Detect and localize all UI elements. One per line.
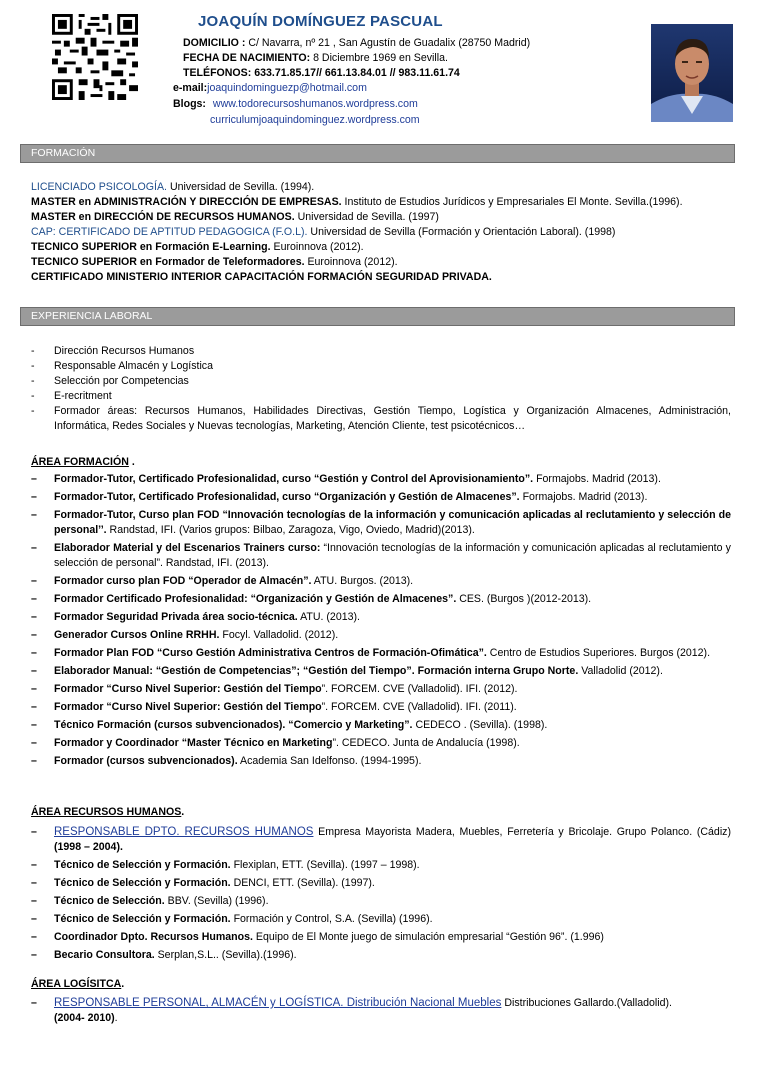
training-item	[31, 664, 731, 679]
training-item	[31, 541, 731, 571]
training-item-detail: ”. FORCEM. CVE (Valladolid). IFI. (2012).	[321, 683, 518, 695]
formacion-item-title: MASTER en DIRECCIÓN DE RECURSOS HUMANOS.	[31, 211, 295, 223]
training-item-title: Formador “Curso Nivel Superior: Gestión del Tiempo	[54, 701, 322, 713]
rrhh-lead-item	[31, 825, 731, 855]
birthdate-label: FECHA DE NACIMIENTO:	[183, 52, 311, 64]
formacion-item	[31, 255, 731, 270]
hr-item-detail: Serplan,S.L.. (Sevilla).(1996).	[154, 949, 297, 961]
training-item-detail: CEDECO . (Sevilla). (1998).	[412, 719, 548, 731]
training-item-title: Formador Certificado Profesionalidad: “Organización y Gestión de Almacenes”.	[54, 593, 457, 605]
formacion-item	[31, 225, 731, 240]
address-value: C/ Navarra, nº 21 , San Agustín de Guadalix (28750 Madrid)	[248, 37, 531, 49]
training-item-detail: ”. FORCEM. CVE (Valladolid). IFI. (2011).	[321, 701, 517, 713]
rrhh-lead-link[interactable]: RESPONSABLE DPTO. RECURSOS HUMANOS	[54, 826, 314, 838]
training-item-title: Formador-Tutor, Certificado Profesionalidad, curso “Gestión y Control del Aprovisionamiento”.	[54, 473, 534, 485]
training-item-title: Formador “Curso Nivel Superior: Gestión del Tiempo	[54, 683, 322, 695]
formacion-item-title: TECNICO SUPERIOR en Formación E-Learning.	[31, 241, 271, 253]
training-item-title: Técnico Formación (cursos subvencionados). “Comercio y Marketing”.	[54, 719, 413, 731]
phones-line	[183, 66, 460, 81]
training-item	[31, 700, 731, 715]
hr-item-detail: BBV. (Sevilla) (1996).	[164, 895, 269, 907]
hr-item	[31, 930, 731, 945]
training-item	[31, 718, 731, 733]
hr-item-detail: DENCI, ETT. (Sevilla). (1997).	[230, 877, 375, 889]
formacion-list	[31, 180, 731, 285]
hr-item-detail: Equipo de El Monte juego de simulación empresarial “Gestión 96”. (1.996)	[252, 931, 604, 943]
training-item-title: Elaborador Material y del Escenarios Trainers curso:	[54, 542, 321, 554]
experience-summary	[31, 344, 731, 434]
email-link[interactable]: joaquindominguezp@hotmail.com	[207, 82, 367, 94]
formacion-item-detail: Euroinnova (2012).	[270, 241, 364, 253]
formacion-item	[31, 270, 731, 285]
training-item-title: Formador Seguridad Privada área socio-técnica.	[54, 611, 298, 623]
formacion-item-detail: Universidad de Sevilla. (1997)	[294, 211, 439, 223]
area-formacion	[31, 455, 731, 772]
hr-item-detail: Formación y Control, S.A. (Sevilla) (1996).	[230, 913, 433, 925]
training-item-detail-2: Randstad, IFI. (2013).	[162, 557, 269, 569]
area-rrhh	[31, 805, 731, 966]
formacion-item-title: CERTIFICADO MINISTERIO INTERIOR CAPACITACIÓN FORMACIÓN SEGURIDAD PRIVADA.	[31, 271, 492, 283]
training-item-detail: Randstad, IFI. (Varios grupos: Bilbao, Zaragoza, Vigo, Oviedo, Madrid)(2013).	[106, 524, 475, 536]
email-line	[173, 81, 367, 96]
area-logistica-suffix: .	[121, 978, 125, 990]
blog-link-2[interactable]: curriculumjoaquindominguez.wordpress.com	[210, 114, 420, 126]
blogs-label: Blogs:	[173, 98, 206, 110]
training-item	[31, 472, 731, 487]
formacion-item	[31, 195, 731, 210]
training-item-detail: Academia San Idelfonso. (1994-1995).	[237, 755, 422, 767]
formacion-item-title: CAP: CERTIFICADO DE APTITUD PEDAGOGICA (F.O.L).	[31, 226, 308, 238]
training-item-detail: Valladolid (2012).	[578, 665, 663, 677]
birthdate-value: 8 Diciembre 1969 en Sevilla.	[313, 52, 448, 64]
rrhh-lead-text: Empresa Mayorista Madera, Muebles, Ferretería y Bricolaje. Grupo Polanco. (Cádiz)	[313, 826, 731, 838]
candidate-name: JOAQUÍN DOMÍNGUEZ PASCUAL	[198, 13, 443, 30]
training-item-title: Formador Plan FOD “Curso Gestión Administrativa Centros de Formación-Ofimática”.	[54, 647, 487, 659]
logistica-lead-text: Distribuciones Gallardo.(Valladolid).	[501, 997, 672, 1009]
experience-summary-item: - E-recritment	[31, 389, 731, 404]
logistica-lead-end: .	[114, 1012, 118, 1024]
training-item-title: Elaborador Manual: “Gestión de Competencias”; “Gestión del Tiempo”. Formación interna Grupo Norte.	[54, 665, 579, 677]
training-item	[31, 754, 731, 769]
experience-summary-item: - Formador áreas: Recursos Humanos, Habilidades Directivas, Gestión Tiempo, Logística y Organización Almacenes, Administración, Informática, Redes Sociales y Nuevas tecnologías, Marketing, Atención Cliente, test psicotécnicos…	[31, 404, 731, 434]
training-item-detail: ”. CEDECO. Junta de Andalucía (1998).	[332, 737, 520, 749]
training-item	[31, 490, 731, 505]
training-item	[31, 508, 731, 538]
hr-item-detail: Flexiplan, ETT. (Sevilla). (1997 – 1998).	[230, 859, 420, 871]
training-item	[31, 610, 731, 625]
rrhh-lead-years: (1998 – 2004).	[54, 841, 123, 853]
profile-photo	[651, 24, 733, 122]
qr-code	[52, 14, 138, 100]
training-item-title: Generador Cursos Online RRHH.	[54, 629, 220, 641]
hr-item-title: Técnico de Selección y Formación.	[54, 913, 231, 925]
address-label: DOMICILIO :	[183, 37, 246, 49]
area-logistica-title: ÁREA LOGÍSITCA	[31, 978, 122, 990]
logistica-lead-item	[31, 996, 731, 1026]
area-rrhh-title: ÁREA RECURSOS HUMANOS	[31, 806, 182, 818]
address-line	[183, 36, 530, 51]
training-item-title: Formador (cursos subvencionados).	[54, 755, 238, 767]
training-item	[31, 574, 731, 589]
training-item-detail: Centro de Estudios Superiores. Burgos (2012).	[486, 647, 711, 659]
area-logistica	[31, 977, 731, 1029]
hr-item	[31, 912, 731, 927]
hr-item	[31, 876, 731, 891]
logistica-lead-years: (2004- 2010)	[54, 1012, 115, 1024]
training-item-title: Formador-Tutor, Curso plan FOD “Innovación tecnologías de la información y comunicación aplicadas al reclutamiento y selección de personal’’.	[54, 509, 731, 536]
formacion-item-detail: Instituto de Estudios Jurídicos y Empresariales El Monte. Sevilla.(1996).	[341, 196, 683, 208]
training-item	[31, 682, 731, 697]
area-rrhh-suffix: .	[181, 806, 185, 818]
experience-summary-item: - Responsable Almacén y Logística	[31, 359, 731, 374]
training-item	[31, 646, 731, 661]
training-item	[31, 736, 731, 751]
formacion-item-detail: Universidad de Sevilla. (1994).	[167, 181, 315, 193]
hr-item	[31, 948, 731, 963]
hr-item-title: Técnico de Selección y Formación.	[54, 877, 231, 889]
training-item-title: Formador y Coordinador “Master Técnico en Marketing	[54, 737, 333, 749]
hr-item-title: Técnico de Selección.	[54, 895, 165, 907]
phones: TELÉFONOS: 633.71.85.17// 661.13.84.01 // 983.11.61.74	[183, 67, 460, 79]
training-item-detail: Formajobs. Madrid (2013).	[519, 491, 648, 503]
blog-link-1[interactable]: www.todorecursoshumanos.wordpress.com	[212, 98, 418, 110]
area-formacion-title: ÁREA FORMACIÓN	[31, 456, 129, 468]
section-bar-experiencia: EXPERIENCIA LABORAL	[20, 307, 735, 326]
hr-item	[31, 894, 731, 909]
training-item-title: Formador-Tutor, Certificado Profesionalidad, curso “Organización y Gestión de Almacenes”.	[54, 491, 520, 503]
training-item-detail: ATU. (2013).	[297, 611, 360, 623]
logistica-lead-link[interactable]: RESPONSABLE PERSONAL, ALMACÉN y LOGÍSTICA. Distribución Nacional Muebles	[54, 997, 502, 1009]
hr-item	[31, 858, 731, 873]
blogs-line	[173, 97, 418, 112]
formacion-item-detail: Universidad de Sevilla (Formación y Orientación Laboral). (1998)	[307, 226, 616, 238]
training-item-title: Formador curso plan FOD “Operador de Almacén”.	[54, 575, 312, 587]
training-item-detail: Formajobs. Madrid (2013).	[533, 473, 661, 485]
area-formacion-suffix: .	[128, 456, 135, 468]
formacion-item	[31, 240, 731, 255]
formacion-item	[31, 210, 731, 225]
formacion-item	[31, 180, 731, 195]
training-item-detail: “Innovación tecnologías de la información y comunicación aplicadas al reclutamiento y selección de personal”.	[54, 542, 731, 569]
section-bar-formacion: FORMACIÓN	[20, 144, 735, 163]
formacion-item-title: TECNICO SUPERIOR en Formador de Teleformadores.	[31, 256, 305, 268]
email-label: e-mail:	[173, 82, 208, 94]
experience-summary-item: - Dirección Recursos Humanos	[31, 344, 731, 359]
training-item-detail: Focyl. Valladolid. (2012).	[219, 629, 339, 641]
training-item	[31, 628, 731, 643]
experience-summary-item: - Selección por Competencias	[31, 374, 731, 389]
training-item-detail: CES. (Burgos )(2012-2013).	[456, 593, 592, 605]
training-item	[31, 592, 731, 607]
formacion-item-title: LICENCIADO PSICOLOGÍA.	[31, 181, 167, 193]
training-item-detail: ATU. Burgos. (2013).	[311, 575, 414, 587]
hr-item-title: Técnico de Selección y Formación.	[54, 859, 231, 871]
formacion-item-title: MASTER en ADMINISTRACIÓN Y DIRECCIÓN DE EMPRESAS.	[31, 196, 342, 208]
hr-item-title: Coordinador Dpto. Recursos Humanos.	[54, 931, 253, 943]
birthdate-line	[183, 51, 448, 66]
formacion-item-detail: Euroinnova (2012).	[304, 256, 398, 268]
hr-item-title: Becario Consultora.	[54, 949, 155, 961]
